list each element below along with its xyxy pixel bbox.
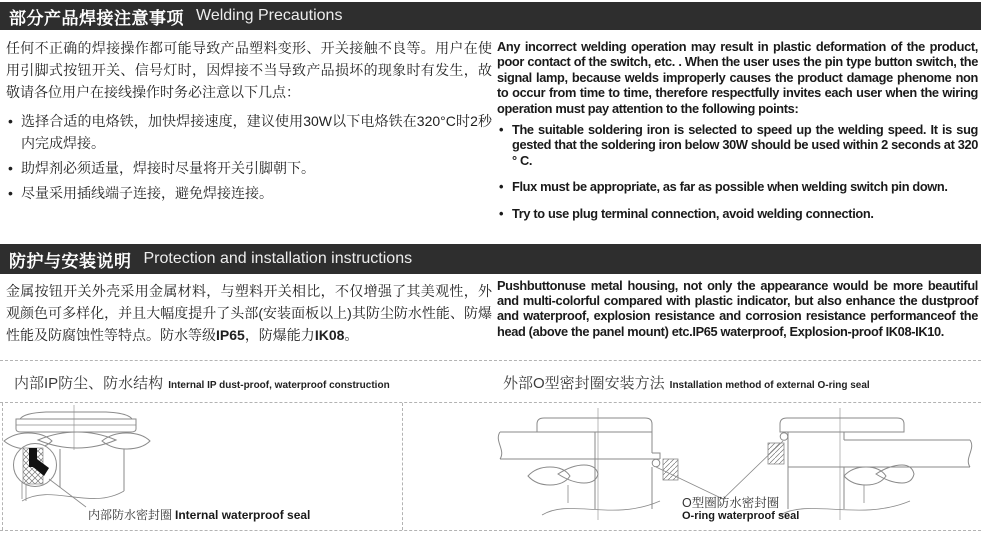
welding-header-zh: 部分产品焊接注意事项	[9, 8, 184, 28]
oring-method-subheader-zh: 外部O型密封圈安装方法	[503, 375, 665, 392]
protection-zh-text-1: 金属按钮开关外壳采用金属材料，与塑料开关相比，不仅增强了其美观性，外观颜色可多样化，并且大幅度提升了头部(安装面板以上)其防尘防水性能、防爆性能及防腐蚀性等特点。防水等级	[6, 283, 492, 343]
internal-ip-subheader-en: Internal IP dust-proof, waterproof construction	[168, 380, 390, 391]
protection-english-paragraph: Pushbuttonuse metal housing, not only the appearance would be more beautiful and multi-colorful compared with plastic indicator, but also enhance the dustproof and waterproof, explosion resistance and corrosion resistance performanceof the head (above the panel mount) etc.IP65 waterproof, Explosion-proof IK08-IK10.	[497, 278, 978, 339]
internal-seal-label-zh: 内部防水密封圈	[88, 508, 173, 522]
oring-seal-label-zh: O型圈防水密封圈	[682, 496, 780, 510]
welding-header-en: Welding Precautions	[196, 7, 343, 24]
welding-chinese-column	[6, 37, 492, 204]
protection-installation-header	[0, 244, 981, 274]
welding-zh-bullet-2: • 助焊剂必须适量，焊接时尽量将开关引脚朝下。	[6, 157, 492, 179]
internal-seal-label-en: Internal waterproof seal	[175, 508, 311, 522]
welding-zh-bullet-1: • 选择合适的电烙铁，加快焊接速度，建议使用30W以下电烙铁在320°C时2秒内完成焊接。	[6, 110, 492, 154]
welding-precautions-header	[0, 2, 981, 30]
dashed-rule-divider	[402, 403, 403, 530]
oring-method-subheader	[503, 372, 870, 393]
internal-seal-label	[88, 506, 310, 523]
protection-zh-text-3: 。	[344, 327, 359, 343]
welding-english-column	[497, 39, 978, 221]
protection-zh-text-2: ，防爆能力	[244, 327, 315, 343]
welding-zh-paragraph: 任何不正确的焊接操作都可能导致产品塑料变形、开关接触不良等。用户在使用引脚式按钮开关、信号灯时，因焊接不当导致产品损坏的现象时有发生，故敬请各位用户在接线操作时务必注意以下几点：	[6, 40, 492, 100]
welding-zh-bullet-3: • 尽量采用插线端子连接，避免焊接连接。	[6, 182, 492, 204]
ik08-rating: IK08	[314, 327, 345, 343]
oring-view-a	[498, 408, 678, 520]
welding-en-bullet-2: • Flux must be appropriate, as far as possible when welding switch pin down.	[497, 179, 978, 194]
protection-chinese-paragraph	[6, 280, 492, 346]
ip65-rating: IP65	[216, 327, 245, 343]
internal-ip-subheader-zh: 内部IP防尘、防水结构	[14, 375, 164, 392]
internal-seal-leader-line	[49, 479, 86, 507]
oring-seal-label	[682, 497, 799, 523]
welding-en-bullet-3: • Try to use plug terminal connection, avoid welding connection.	[497, 206, 978, 221]
welding-zh-bullets	[6, 110, 492, 204]
dashed-rule-top	[0, 360, 981, 361]
welding-en-paragraph: Any incorrect welding operation may result in plastic deformation of the product, poor contact of the switch, etc. . When the user uses the pin type button switch, the signal lamp, because welds improperly causes the product damage phenome non to occur from time to time, therefore respectfully invites each user when the wiring operation must pay attention to the following points:	[497, 39, 978, 116]
protection-header-zh: 防护与安装说明	[9, 251, 132, 271]
dashed-rule-bottom	[0, 530, 981, 531]
welding-en-bullet-1: • The suitable soldering iron is selected to speed up the welding speed. It is sug gested that the soldering iron below 30W should be used within 2 seconds at 320 ° C.	[497, 122, 978, 168]
internal-ip-subheader	[14, 372, 390, 393]
oring-method-subheader-en: Installation method of external O-ring seal	[669, 380, 870, 391]
welding-en-bullets	[497, 122, 978, 221]
oring-seal-label-en: O-ring waterproof seal	[682, 510, 800, 522]
protection-header-en: Protection and installation instructions	[143, 250, 413, 267]
